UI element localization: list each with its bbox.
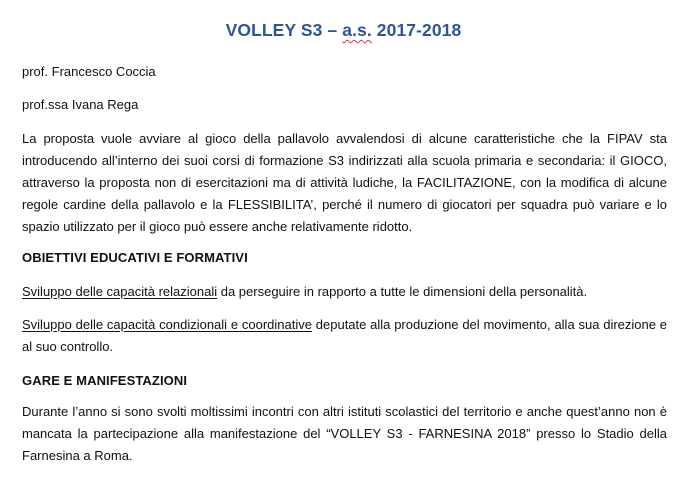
intro-paragraph: La proposta vuole avviare al gioco della pallavolo avvalendosi di alcune caratteristiche che la FIPAV sta introducendo all’interno dei suoi corsi di formazione S3 indirizzati alla scuola primaria e secondaria: il GIOCO, attraverso la proposta non di esercitazioni ma di attività ludiche, la FACILITAZIONE, con la modifica di alcune regole cardine della pallavolo e la FLESSIBILITA’, perché il numero di giocatori per squadra può variare e lo spazio utilizzato per il gioco può essere anche relativamente ridotto. [22,131,667,234]
objective-item [22,281,667,303]
section-heading-events: GARE E MANIFESTAZIONI [22,373,188,388]
section-heading-objectives: OBIETTIVI EDUCATIVI E FORMATIVI [22,250,248,265]
objective-item-underlined: Sviluppo delle capacità relazionali [22,284,218,299]
title-suffix: 2017-2018 [371,20,462,40]
author-line: prof. Francesco Coccia [22,64,156,79]
document-title [0,20,687,41]
objective-item-underlined: Sviluppo delle capacità condizionali e coordinative [22,317,312,332]
author-line: prof.ssa Ivana Rega [22,97,139,112]
title-prefix: VOLLEY S3 – [225,20,343,40]
objective-item-text: da perseguire in rapporto a tutte le dimensioni della personalità. [217,284,588,299]
title-spellcheck-word: a.s. [342,20,372,40]
objective-item-text: deputate alla produzione del movimento, alla sua direzione e al suo controllo. [22,317,667,354]
events-paragraph: Durante l’anno si sono svolti moltissimi incontri con altri istituti scolastici del territorio e anche quest’anno non è mancata la partecipazione alla manifestazione del “VOLLEY S3 - FARNESINA 2018” presso lo Stadio della Farnesina a Roma. [22,404,667,463]
objective-item [22,314,667,358]
